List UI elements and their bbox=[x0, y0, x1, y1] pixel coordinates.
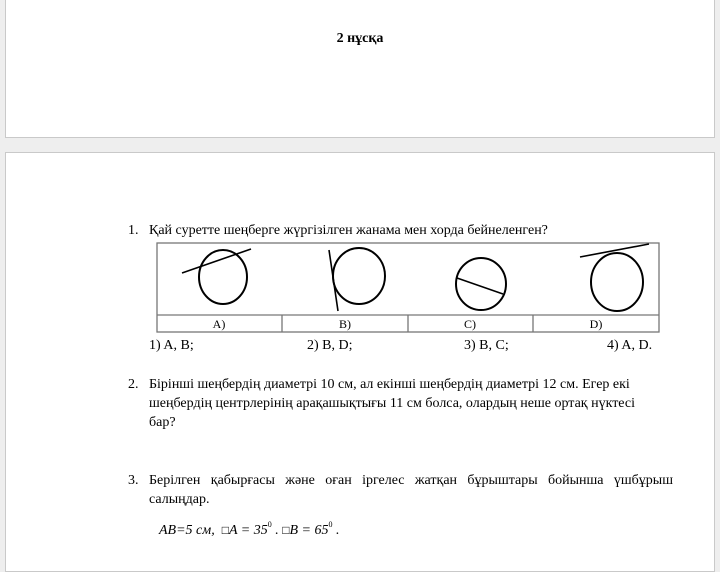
answer-option-3: 3) B, C; bbox=[464, 338, 509, 353]
figure-label-c: C) bbox=[464, 317, 476, 331]
question-line: бар? bbox=[149, 415, 176, 430]
figure-label-b: B) bbox=[339, 317, 351, 331]
angle-a-value: A = 35 bbox=[228, 523, 268, 538]
question-1 bbox=[128, 221, 688, 241]
question-number: 1. bbox=[128, 223, 139, 238]
angle-box-icon: □ bbox=[221, 523, 229, 537]
question-line: Бірінші шеңбердің диаметрі 10 см, ал екінші шеңбердің диаметрі 12 см. Егер екі bbox=[149, 377, 630, 392]
circle-d bbox=[591, 253, 643, 311]
question-1-figure bbox=[156, 242, 660, 334]
question-2 bbox=[128, 375, 673, 435]
question-number: 2. bbox=[128, 377, 139, 392]
question-3 bbox=[128, 471, 673, 511]
answer-option-2: 2) B, D; bbox=[307, 338, 353, 353]
given-values-formula bbox=[159, 520, 339, 539]
degree-mark: 0 bbox=[328, 520, 333, 529]
line-d bbox=[580, 244, 649, 257]
figure-label-a: A) bbox=[212, 317, 226, 331]
variant-title: 2 нұсқа bbox=[336, 31, 384, 46]
degree-mark: 0 bbox=[267, 520, 272, 529]
question-line: салыңдар. bbox=[149, 492, 210, 507]
tangent-b bbox=[329, 250, 338, 311]
angle-b-value: B = 65 bbox=[289, 523, 329, 538]
chord-c bbox=[457, 278, 503, 294]
page-1 bbox=[5, 0, 715, 138]
side-value: AB=5 см, bbox=[159, 523, 215, 538]
circle-b bbox=[333, 248, 385, 304]
page-2 bbox=[5, 152, 715, 572]
answer-option-1: 1) A, B; bbox=[149, 338, 194, 353]
question-number: 3. bbox=[128, 473, 139, 488]
answer-option-4: 4) A, D. bbox=[607, 338, 653, 353]
secant-a bbox=[182, 249, 251, 273]
question-line: Берілген қабырғасы және оған іргелес жатқан бұрыштары бойынша үшбұрыш bbox=[149, 473, 673, 488]
angle-box-icon: □ bbox=[282, 523, 290, 537]
formula-end: . bbox=[335, 523, 340, 538]
separator: . bbox=[275, 523, 279, 538]
question-line: шеңбердің центрлерінің арақашықтығы 11 см болса, олардың неше ортақ нүктесі bbox=[149, 396, 635, 411]
circle-c bbox=[456, 258, 506, 310]
question-text: Қай суретте шеңберге жүргізілген жанама мен хорда бейнеленген? bbox=[149, 223, 548, 238]
figure-label-d: D) bbox=[589, 317, 603, 331]
